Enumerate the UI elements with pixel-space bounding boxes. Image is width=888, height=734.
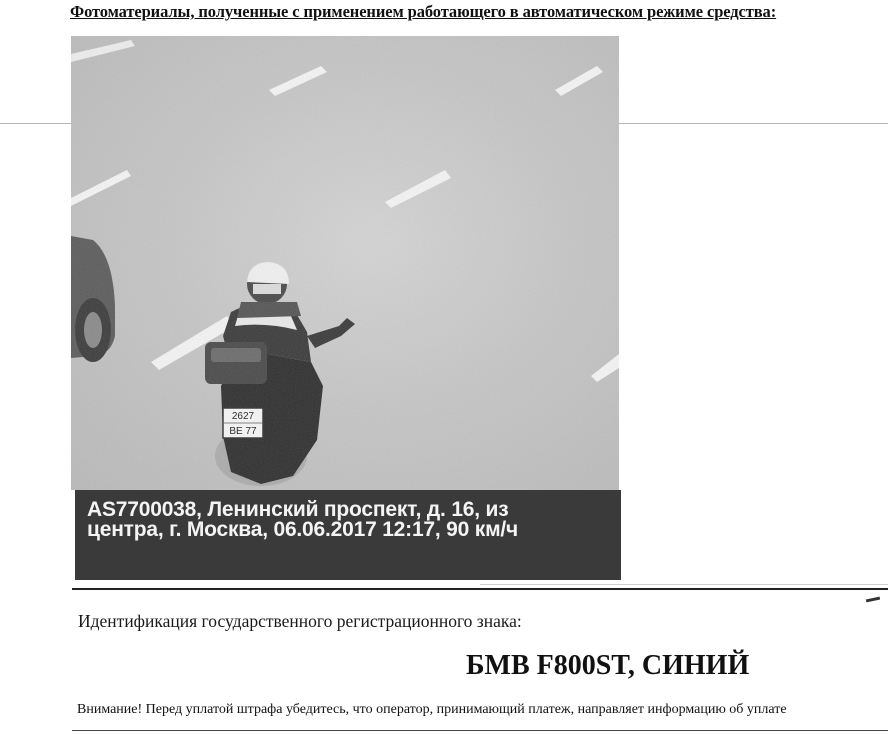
caption-line-2: центра, г. Москва, 06.06.2017 12:17, 90 км/ч	[87, 518, 519, 541]
identification-label: Идентификация государственного регистрационного знака:	[78, 611, 522, 631]
document-heading: Фотоматериалы, полученные с применением работающего в автоматическом режиме средства:	[70, 2, 777, 21]
road-scene	[71, 36, 619, 490]
section-divider	[72, 588, 888, 590]
payment-warning: Внимание! Перед уплатой штрафа убедитесь, что оператор, принимающий платеж, направляет информацию об уплате	[77, 702, 787, 717]
vehicle-description: БМВ F800ST, СИНИЙ	[466, 650, 750, 681]
scan-mark	[866, 597, 880, 603]
photo-caption	[75, 490, 621, 580]
caption-line-1: AS7700038, Ленинский проспект, д. 16, из	[87, 498, 509, 521]
scan-artifact-line	[480, 584, 888, 585]
bottom-divider	[72, 730, 888, 731]
camera-photo	[71, 36, 619, 490]
